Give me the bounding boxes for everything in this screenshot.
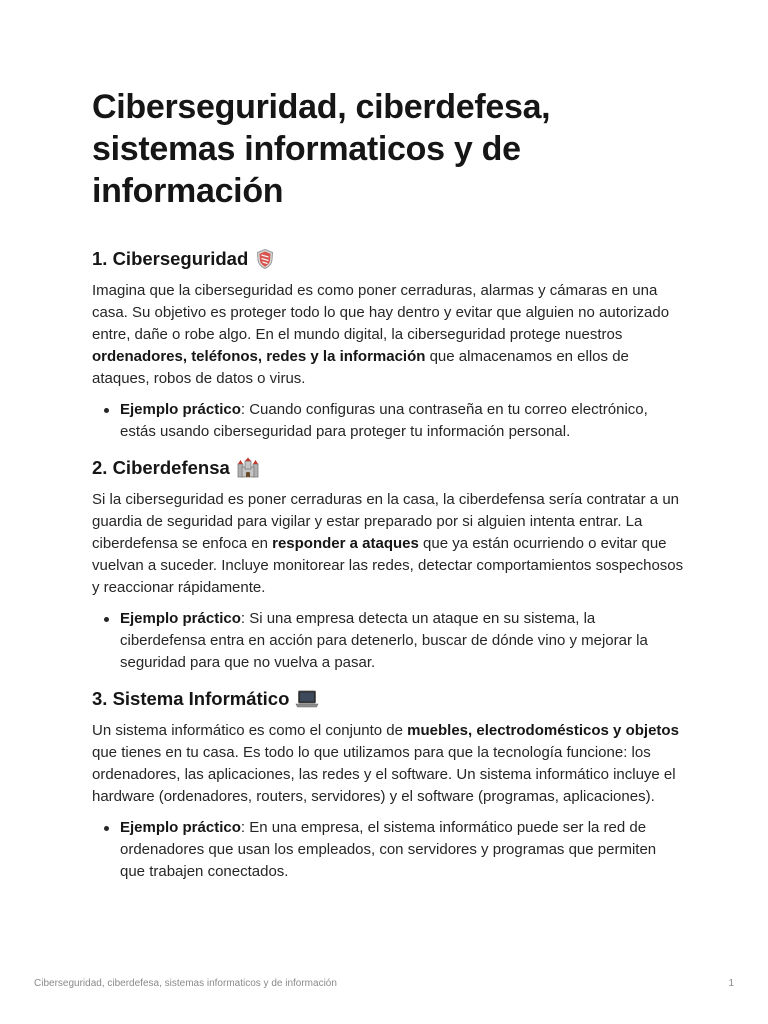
list-item xyxy=(120,817,684,883)
page-footer xyxy=(34,978,734,989)
paragraph-text: que tienes en tu casa. Es todo lo que utilizamos para que la tecnología funcione: los ordenadores, las aplicaciones, las redes y el software. Un sistema informático incluye el hardware (ordenadores, routers, servidores) y el software (programas, aplicaciones). xyxy=(92,744,676,805)
example-list xyxy=(92,608,684,674)
example-text: : Si una empresa detecta un ataque en su sistema, la ciberdefensa entra en acción para detenerlo, buscar de dónde vino y mejorar la seguridad para que no vuelva a pasar. xyxy=(120,610,648,671)
laptop-icon xyxy=(295,688,317,710)
section-heading xyxy=(92,455,684,481)
section-heading-text: 3. Sistema Informático xyxy=(92,688,290,709)
section-heading xyxy=(92,686,684,712)
page-number: 1 xyxy=(728,978,734,989)
paragraph-text: que ya están ocurriendo o evitar que vuelvan a suceder. Incluye monitorear las redes, detectar comportamientos sospechosos y reaccionar rápidamente. xyxy=(92,535,684,596)
section-ciberseguridad xyxy=(92,246,684,443)
paragraph-bold: muebles, electrodomésticos y objetos xyxy=(407,722,679,739)
section-heading-text: 2. Ciberdefensa xyxy=(92,457,230,478)
document-page xyxy=(92,86,684,895)
list-item xyxy=(120,608,684,674)
example-list xyxy=(92,817,684,883)
example-label: Ejemplo práctico xyxy=(120,610,241,627)
paragraph-bold: ordenadores, teléfonos, redes y la información xyxy=(92,348,426,365)
document-title: Ciberseguridad, ciberdefesa, sistemas informaticos y de información xyxy=(92,88,551,210)
section-sistema-informatico xyxy=(92,686,684,883)
example-list xyxy=(92,399,684,443)
paragraph-text: Imagina que la ciberseguridad es como poner cerraduras, alarmas y cámaras en una casa. Su objetivo es proteger todo lo que hay dentro y evitar que alguien no autorizado entre, dañe o robe algo. En el mundo digital, la ciberseguridad protege nuestros xyxy=(92,282,670,343)
example-label: Ejemplo práctico xyxy=(120,819,241,836)
section-ciberdefensa xyxy=(92,455,684,674)
section-heading xyxy=(92,246,684,272)
section-paragraph xyxy=(92,489,684,599)
paragraph-bold: responder a ataques xyxy=(272,535,419,552)
castle-icon xyxy=(236,457,258,479)
section-heading-text: 1. Ciberseguridad xyxy=(92,248,249,269)
section-paragraph xyxy=(92,720,684,808)
paragraph-text: que almacenamos en ellos de ataques, robos de datos o virus. xyxy=(92,348,629,387)
paragraph-text: Un sistema informático es como el conjunto de xyxy=(92,722,408,739)
footer-title: Ciberseguridad, ciberdefesa, sistemas informaticos y de información xyxy=(34,978,337,989)
shield-icon xyxy=(254,248,276,270)
list-item xyxy=(120,399,684,443)
paragraph-text: Si la ciberseguridad es poner cerraduras en la casa, la ciberdefensa sería contratar a un guardia de seguridad para vigilar y estar preparado por si alguien intenta entrar. La ciberdefensa se enfoca en xyxy=(92,491,679,552)
example-text: : En una empresa, el sistema informático puede ser la red de ordenadores que usan los empleados, con servidores y programas que permiten que trabajen conectados. xyxy=(120,819,657,880)
example-label: Ejemplo práctico xyxy=(120,401,241,418)
section-paragraph xyxy=(92,280,684,390)
example-text: : Cuando configuras una contraseña en tu correo electrónico, estás usando ciberseguridad para proteger tu información personal. xyxy=(120,401,648,440)
